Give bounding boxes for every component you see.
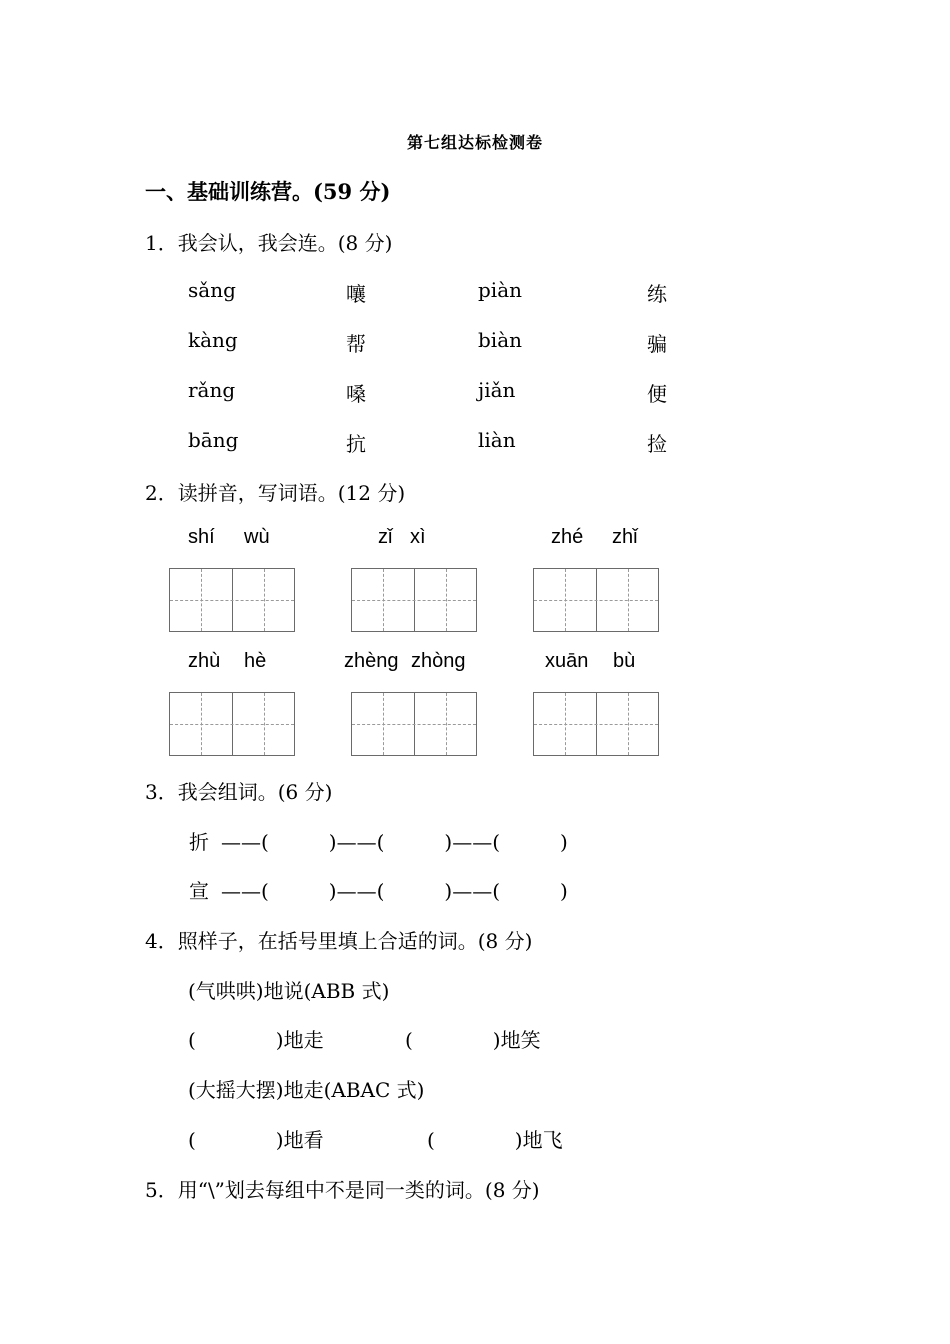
- section-heading: 一、基础训练营。(59 分): [145, 179, 391, 204]
- char-item: 练: [647, 282, 667, 306]
- fill-blank[interactable]: ( )地笑: [405, 1028, 541, 1052]
- word-chain-blanks[interactable]: ——( )——( )——( ): [221, 830, 568, 854]
- question-4-heading: 4．照样子，在括号里填上合适的词。(8 分): [145, 929, 533, 953]
- pinyin-syllable: zhǐ: [612, 526, 638, 548]
- fill-blank[interactable]: ( )地飞: [427, 1128, 563, 1152]
- char-item: 帮: [346, 332, 366, 356]
- pinyin-item: sǎng: [188, 278, 236, 302]
- fill-blank[interactable]: ( )地看: [188, 1128, 324, 1152]
- writing-grid[interactable]: [533, 692, 659, 756]
- pinyin-syllable: xì: [410, 526, 426, 548]
- pinyin-syllable: zhèng: [344, 650, 399, 672]
- writing-grid[interactable]: [169, 568, 295, 632]
- writing-grid[interactable]: [351, 692, 477, 756]
- question-1-heading: 1．我会认，我会连。(8 分): [145, 231, 393, 255]
- pinyin-item: bāng: [188, 428, 239, 452]
- question-3-heading: 3．我会组词。(6 分): [145, 780, 333, 804]
- pinyin-syllable: zǐ: [378, 526, 393, 548]
- pinyin-syllable: xuān: [545, 650, 589, 672]
- pinyin-syllable: zhù: [188, 650, 221, 672]
- word-chain-blanks[interactable]: ——( )——( )——( ): [221, 879, 568, 903]
- page-title: 第七组达标检测卷: [406, 133, 543, 152]
- pinyin-item: biàn: [478, 328, 523, 352]
- target-char: 折: [189, 830, 209, 854]
- pinyin-item: jiǎn: [478, 378, 516, 402]
- pinyin-item: kàng: [188, 328, 238, 352]
- char-item: 捡: [647, 432, 667, 456]
- question-5-heading: 5．用“\”划去每组中不是同一类的词。(8 分): [145, 1178, 540, 1202]
- pinyin-syllable: zhé: [551, 526, 584, 548]
- example-line: (大摇大摆)地走(ABAC 式): [188, 1078, 425, 1102]
- pinyin-item: liàn: [478, 428, 516, 452]
- example-line: (气哄哄)地说(ABB 式): [188, 979, 390, 1003]
- char-item: 抗: [346, 432, 366, 456]
- pinyin-item: rǎng: [188, 378, 236, 402]
- char-item: 嚷: [346, 282, 366, 306]
- pinyin-syllable: hè: [244, 650, 267, 672]
- pinyin-syllable: zhòng: [411, 650, 466, 672]
- char-item: 骗: [647, 332, 667, 356]
- writing-grid[interactable]: [351, 568, 477, 632]
- char-item: 便: [647, 382, 667, 406]
- pinyin-syllable: shí: [188, 526, 215, 548]
- question-2-heading: 2．读拼音，写词语。(12 分): [145, 481, 406, 505]
- pinyin-item: piàn: [478, 278, 523, 302]
- pinyin-syllable: wù: [244, 526, 270, 548]
- char-item: 嗓: [346, 382, 366, 406]
- pinyin-syllable: bù: [613, 650, 636, 672]
- writing-grid[interactable]: [533, 568, 659, 632]
- fill-blank[interactable]: ( )地走: [188, 1028, 324, 1052]
- writing-grid[interactable]: [169, 692, 295, 756]
- target-char: 宣: [189, 879, 209, 903]
